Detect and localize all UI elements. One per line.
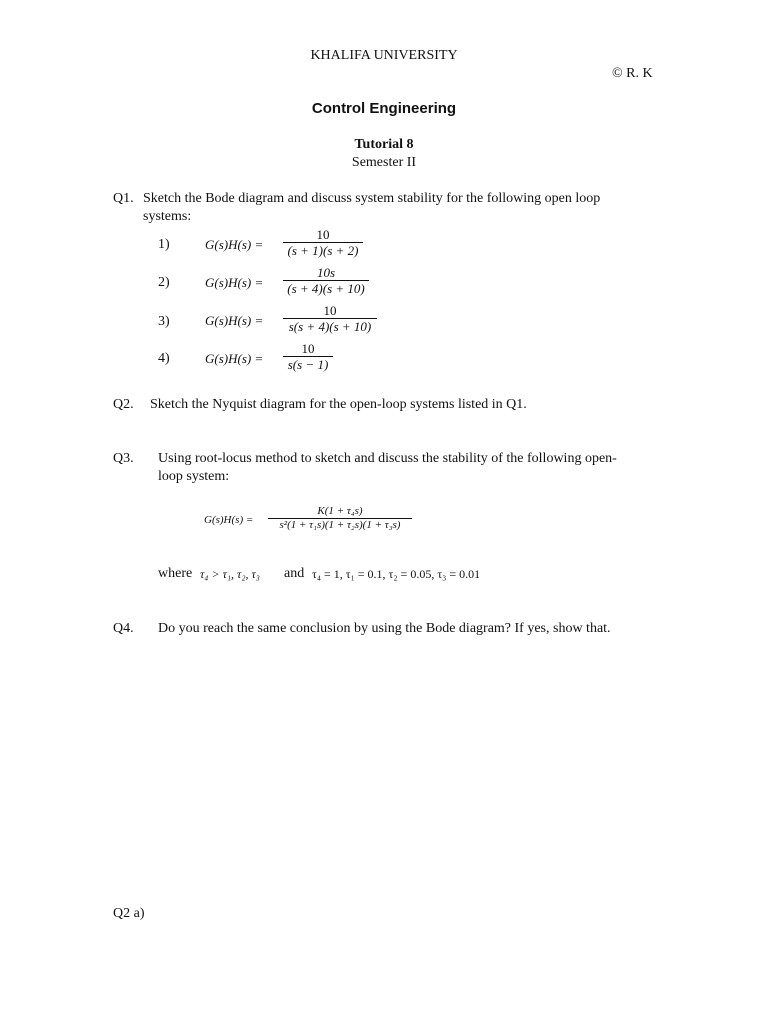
q3-transfer-function-fraction xyxy=(268,505,412,532)
q3-where-word: where xyxy=(158,566,193,581)
numerator: K(1 + τ₄s) xyxy=(317,505,363,517)
denominator: (s + 1)(s + 2) xyxy=(287,243,359,258)
transfer-function-fraction xyxy=(283,227,363,258)
q3-transfer-function-lhs: G(s)H(s) = xyxy=(204,514,254,526)
transfer-function-lhs: G(s)H(s) = xyxy=(205,275,264,290)
q4-text: Do you reach the same conclusion by using the Bode diagram? If yes, show that. xyxy=(158,621,611,636)
transfer-function-lhs: G(s)H(s) = xyxy=(205,351,264,366)
tutorial-title: Tutorial 8 xyxy=(354,137,414,152)
q3-text-line1: Using root-locus method to sketch and discuss the stability of the following open- xyxy=(158,451,617,466)
q1-item-number: 1) xyxy=(158,237,170,252)
q3-text-line2: loop system: xyxy=(158,469,230,484)
q1-item-number: 3) xyxy=(158,314,170,329)
q4-label: Q4. xyxy=(113,621,134,636)
transfer-function-fraction xyxy=(283,265,369,296)
denominator: (s + 4)(s + 10) xyxy=(287,281,365,296)
denominator: s²(1 + τ₁s)(1 + τ₂s)(1 + τ₃s) xyxy=(279,519,401,531)
course-title: Control Engineering xyxy=(311,100,457,117)
numerator: 10 xyxy=(316,227,330,242)
q3-label: Q3. xyxy=(113,451,134,466)
q1-item-number: 2) xyxy=(158,275,170,290)
q2-text: Sketch the Nyquist diagram for the open-loop systems listed in Q1. xyxy=(150,397,527,412)
semester-label: Semester II xyxy=(351,155,417,170)
denominator: s(s + 4)(s + 10) xyxy=(288,319,372,334)
q1-text-line2: systems: xyxy=(143,209,192,224)
q3-and-word: and xyxy=(284,566,305,581)
transfer-function-fraction xyxy=(283,303,377,334)
answer-label: Q2 a) xyxy=(113,906,145,921)
numerator: 10 xyxy=(301,341,315,356)
q1-label: Q1. xyxy=(113,191,134,206)
q2-label: Q2. xyxy=(113,397,134,412)
transfer-function-fraction xyxy=(283,341,333,372)
numerator: 10 xyxy=(323,303,337,318)
denominator: s(s − 1) xyxy=(287,357,329,372)
transfer-function-lhs: G(s)H(s) = xyxy=(205,313,264,328)
q3-parameter-values: τ₄ = 1, τ₁ = 0.1, τ₂ = 0.05, τ₃ = 0.01 xyxy=(312,567,481,581)
q1-item-number: 4) xyxy=(158,351,170,366)
copyright-notice: © R. K xyxy=(612,66,653,81)
q3-condition: τ₄ > τ₁, τ₂, τ₃ xyxy=(200,567,260,581)
q1-text-line1: Sketch the Bode diagram and discuss system stability for the following open loop xyxy=(143,191,601,206)
transfer-function-lhs: G(s)H(s) = xyxy=(205,237,264,252)
university-name: KHALIFA UNIVERSITY xyxy=(310,48,458,63)
numerator: 10s xyxy=(316,265,336,280)
